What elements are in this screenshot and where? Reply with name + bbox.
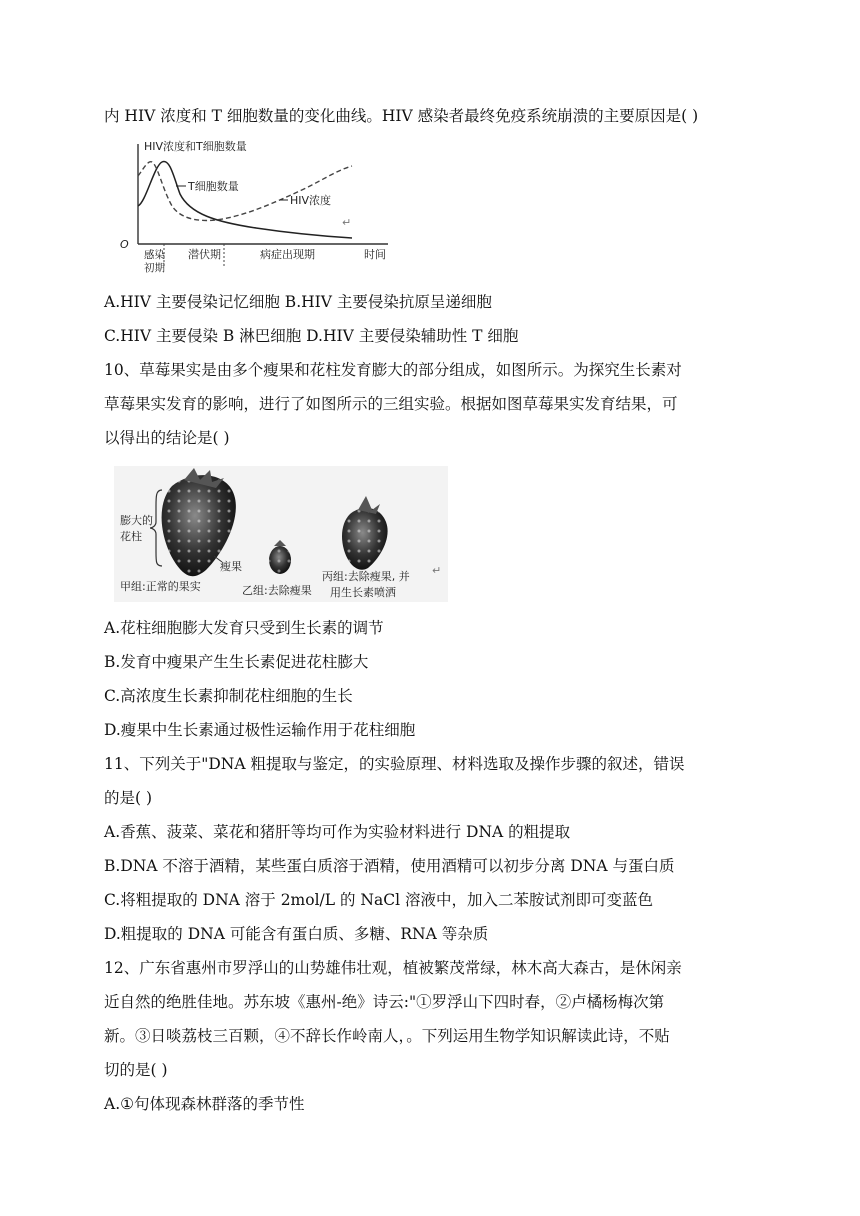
q11-stem-line1: 11、下列关于"DNA 粗提取与鉴定，的实验原理、材料选取及操作步骤的叙述，错误	[104, 755, 685, 773]
q10-return-mark: ↵	[432, 564, 442, 577]
q12-stem-line3: 新。③日啖荔枝三百颗，④不辞长作岭南人，。下列运用生物学知识解读此诗，不贴	[104, 1027, 670, 1045]
q9-stem: 内 HIV 浓度和 T 细胞数量的变化曲线。HIV 感染者最终免疫系统崩溃的主要原因是( )	[104, 107, 699, 125]
t-cell-label: T细胞数量	[188, 180, 239, 193]
stage1-line2: 初期	[144, 262, 165, 274]
x-axis-title: 时间	[364, 248, 386, 261]
q9-options-ab: A.HIV 主要侵染记忆细胞 B.HIV 主要侵染抗原呈递细胞	[104, 293, 492, 311]
q10-option-a: A.花柱细胞膨大发育只受到生长素的调节	[104, 619, 384, 637]
stage3-label: 病症出现期	[260, 248, 315, 261]
group-a-caption: 甲组:正常的果实	[120, 580, 201, 593]
style-label-line1: 膨大的	[120, 514, 153, 527]
group-b-caption: 乙组:去除瘦果	[242, 584, 312, 597]
q10-strawberry-figure	[114, 466, 448, 602]
hiv-label: HIV浓度	[290, 194, 332, 207]
q9-return-mark: ↵	[342, 216, 352, 229]
q11-option-d: D.粗提取的 DNA 可能含有蛋白质、多糖、RNA 等杂质	[104, 925, 489, 943]
q11-stem-line2: 的是( )	[104, 789, 153, 807]
origin-label: O	[120, 238, 129, 251]
achene-label: 瘦果	[220, 560, 242, 573]
group-c-caption-line2: 用生长素喷洒	[330, 586, 396, 599]
q10-stem-line1: 10、草莓果实是由多个瘦果和花柱发育膨大的部分组成，如图所示。为探究生长素对	[104, 361, 682, 379]
hiv-curve	[138, 162, 352, 221]
q12-stem-line2: 近自然的绝胜佳地。苏东坡《惠州-绝》诗云:"①罗浮山下四时春，②卢橘杨梅次第	[104, 993, 665, 1011]
stage1-line1: 感染	[144, 249, 165, 261]
q11-option-a: A.香蕉、菠菜、菜花和猪肝等均可作为实验材料进行 DNA 的粗提取	[104, 823, 571, 841]
q12-stem-line1: 12、广东省惠州市罗浮山的山势雄伟壮观，植被繁茂常绿，林木高大森古，是休闲亲	[104, 959, 682, 977]
stage2-label: 潜伏期	[188, 248, 221, 261]
q10-option-c: C.高浓度生长素抑制花柱细胞的生长	[104, 687, 353, 705]
q9-options-cd: C.HIV 主要侵染 B 淋巴细胞 D.HIV 主要侵染辅助性 T 细胞	[104, 327, 519, 345]
q12-stem-line4: 切的是( )	[104, 1061, 168, 1079]
q10-option-d: D.瘦果中生长素通过极性运输作用于花柱细胞	[104, 721, 416, 739]
group-c-caption-line1: 丙组:去除瘦果, 并	[322, 570, 410, 583]
q12-option-a: A.①句体现森林群落的季节性	[104, 1095, 305, 1113]
q10-stem-line3: 以得出的结论是( )	[104, 429, 230, 447]
style-label-line2: 花柱	[120, 530, 142, 543]
q9-graph-y-title: HIV浓度和T细胞数量	[144, 140, 247, 153]
q10-stem-line2: 草莓果实发育的影响，进行了如图所示的三组实验。根据如图草莓果实发育结果，可	[104, 395, 678, 413]
q10-option-b: B.发育中瘦果产生生长素促进花柱膨大	[104, 653, 369, 671]
q9-hiv-tcell-graph	[116, 136, 406, 276]
q11-option-b: B.DNA 不溶于酒精，某些蛋白质溶于酒精，使用酒精可以初步分离 DNA 与蛋白质	[104, 857, 675, 875]
q11-option-c: C.将粗提取的 DNA 溶于 2mol/L 的 NaCl 溶液中，加入二苯胺试剂即可变蓝色	[104, 891, 653, 909]
